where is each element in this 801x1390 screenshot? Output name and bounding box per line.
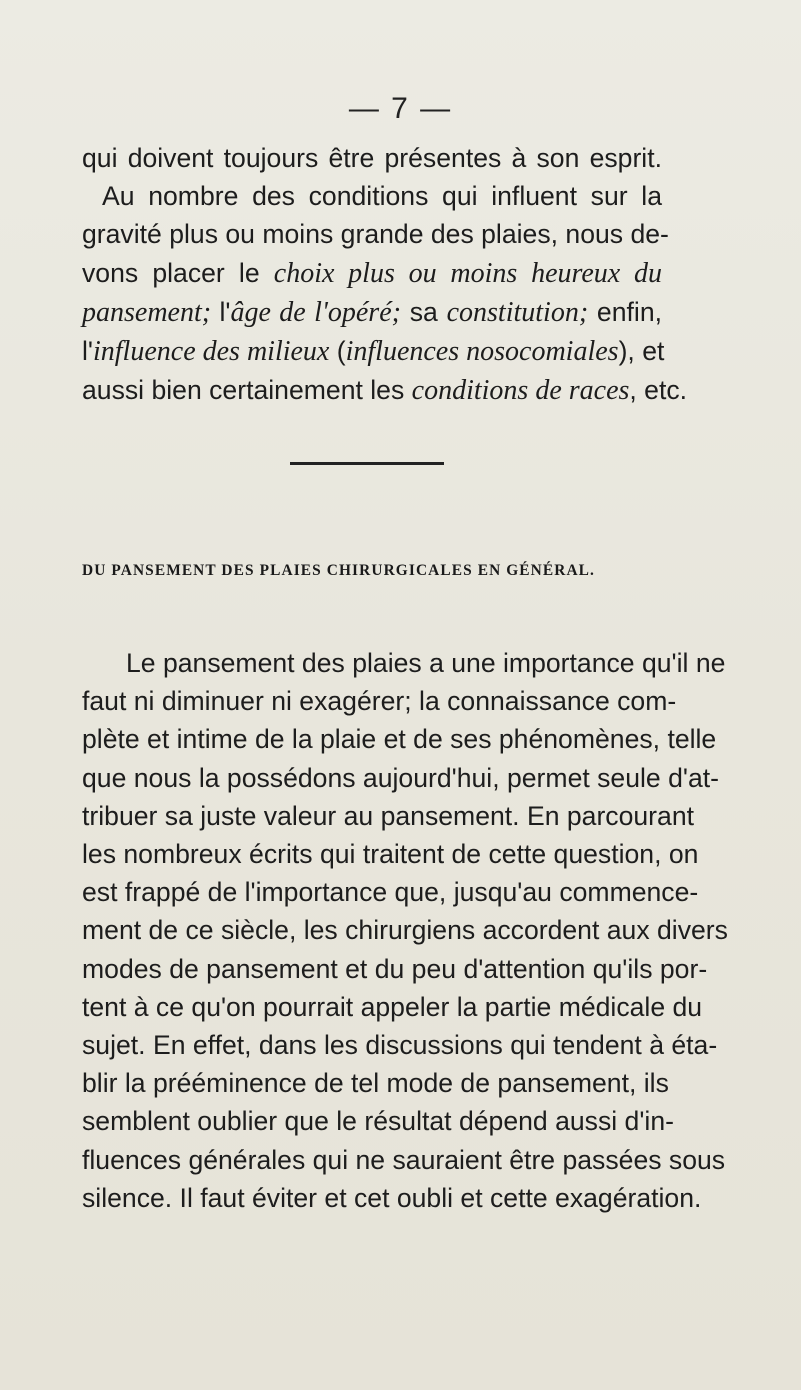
italic-run: influence des milieux	[93, 336, 330, 368]
text-run: aussi bien certainement les	[82, 375, 412, 406]
text-run: , etc.	[629, 375, 688, 406]
text-line	[82, 332, 665, 371]
text-line: plète et intime de la plaie et de ses phénomènes, telle	[82, 724, 717, 755]
text-run: (	[329, 336, 346, 367]
text-line: fluences générales qui ne sauraient être passées sous	[82, 1144, 726, 1175]
text-run: qui doivent toujours être présentes à son esprit.	[82, 143, 662, 173]
page-number: — 7 —	[348, 92, 453, 125]
text-line: semblent oublier que le résultat dépend aussi d'in-	[82, 1106, 674, 1137]
text-run: sa	[400, 296, 447, 327]
text-line	[82, 371, 688, 410]
text-line: tribuer sa juste valeur au pansement. En parcourant	[82, 800, 695, 831]
italic-run: pansement;	[82, 296, 220, 328]
text-line: les nombreux écrits qui traitent de cette question, on	[82, 839, 699, 870]
text-run: l'	[219, 296, 231, 327]
text-line: ment de ce siècle, les chirurgiens accordent aux divers	[82, 915, 728, 946]
text-run: ), et	[618, 336, 665, 367]
italic-run: âge de l'opéré;	[230, 296, 401, 328]
text-run: gravité plus ou moins grande des plaies, nous de-	[82, 219, 669, 250]
text-line: est frappé de l'importance que, jusqu'au commence-	[82, 877, 699, 908]
italic-run: choix plus ou moins heureux du	[273, 257, 662, 289]
text-line	[82, 254, 662, 293]
text-run: Au nombre des conditions qui influent sur la	[102, 181, 662, 212]
text-line	[82, 139, 662, 177]
section-divider	[290, 462, 444, 465]
text-line	[82, 215, 669, 253]
italic-run: constitution;	[446, 296, 589, 328]
text-line: modes de pansement et du peu d'attention qu'ils por-	[82, 953, 708, 984]
text-line: silence. Il faut éviter et cet oubli et cette exagération.	[82, 1182, 702, 1213]
text-line	[82, 177, 662, 215]
italic-run: influences nosocomiales	[345, 336, 619, 368]
italic-run: conditions de races	[411, 375, 630, 407]
paragraph-conditions	[82, 139, 688, 410]
text-run: vons placer le	[82, 257, 274, 288]
text-line: que nous la possédons aujourd'hui, permet seule d'at-	[82, 762, 720, 793]
paragraph-pansement	[82, 644, 728, 1217]
text-line	[82, 293, 662, 332]
text-line: tent à ce qu'on pourrait appeler la partie médicale du	[82, 991, 703, 1022]
text-line: sujet. En effet, dans les discussions qui tendent à éta-	[82, 1030, 718, 1061]
text-line: Le pansement des plaies a une importance qu'il ne	[126, 648, 726, 678]
text-line: faut ni diminuer ni exagérer; la connaissance com-	[82, 686, 677, 717]
section-heading: DU PANSEMENT DES PLAIES CHIRURGICALES EN GÉNÉRAL.	[82, 562, 595, 579]
text-run: enfin,	[588, 296, 662, 327]
text-line: blir la prééminence de tel mode de pansement, ils	[82, 1068, 669, 1099]
text-run: l'	[82, 336, 93, 367]
